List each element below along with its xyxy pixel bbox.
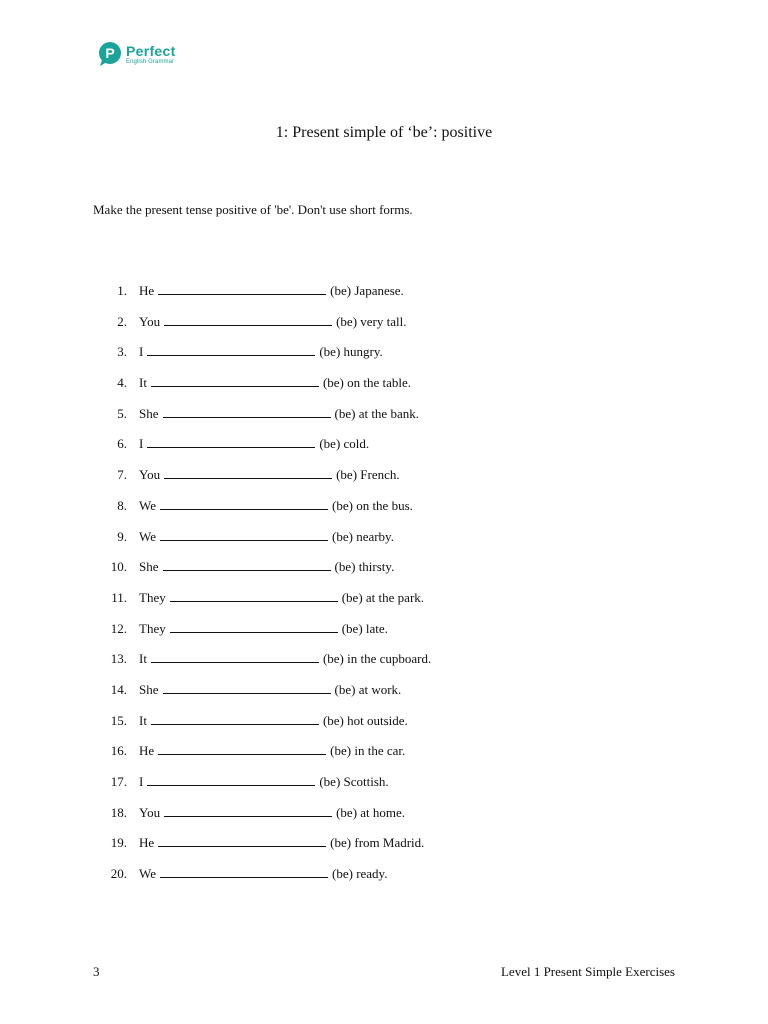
exercise-subject: He (139, 283, 155, 298)
logo (97, 40, 176, 68)
exercise-subject: He (139, 835, 155, 851)
answer-blank[interactable] (164, 466, 332, 479)
exercise-subject: She (139, 559, 159, 575)
exercise-verb-hint: (be) (322, 712, 344, 728)
exercise-rest: in the cupboard. (347, 651, 432, 667)
exercise-number: 9. (117, 528, 127, 544)
exercise-sentence (139, 620, 388, 638)
exercise-sentence (139, 497, 413, 515)
exercise-sentence (139, 374, 411, 392)
exercise-rest: at work. (358, 681, 402, 697)
exercise-subject: They (139, 589, 166, 605)
exercise-sentence (139, 313, 407, 331)
exercise-rest: nearby. (356, 528, 394, 544)
logo-word: Perfect (126, 42, 176, 59)
exercise-subject: They (139, 620, 166, 636)
exercise-verb-hint: (be) (341, 589, 363, 605)
exercise-sentence (139, 282, 404, 300)
exercise-number: 5. (117, 405, 127, 421)
exercise-subject: You (139, 313, 161, 329)
exercise-number: 15. (110, 712, 127, 728)
exercise-sentence (139, 712, 408, 730)
exercise-number: 16. (110, 743, 127, 759)
exercise-number: 8. (117, 497, 127, 513)
answer-blank[interactable] (158, 834, 326, 847)
answer-blank[interactable] (164, 804, 332, 817)
logo-letter: P (105, 45, 115, 61)
footer-page-number: 3 (93, 964, 100, 979)
exercise-subject: She (139, 405, 159, 421)
exercise-number: 7. (117, 467, 127, 483)
exercise-subject: He (139, 743, 155, 759)
exercise-verb-hint: (be) (334, 681, 356, 697)
exercise-number: 6. (117, 436, 127, 452)
exercise-subject: We (139, 528, 156, 544)
exercise-number: 1. (117, 283, 127, 298)
exercise-rest: hungry. (343, 344, 383, 360)
exercise-number: 2. (117, 313, 127, 329)
exercise-verb-hint: (be) (334, 559, 356, 575)
answer-blank[interactable] (147, 773, 315, 786)
answer-blank[interactable] (158, 282, 326, 295)
exercise-subject: We (139, 497, 156, 513)
exercise-verb-hint: (be) (336, 467, 358, 483)
exercise-verb-hint: (be) (319, 774, 341, 789)
exercise-rest: cold. (343, 436, 370, 452)
exercise-rest: from Madrid. (354, 835, 425, 851)
answer-blank[interactable] (163, 558, 331, 571)
page-title: 1: Present simple of ‘be’: positive (275, 124, 493, 141)
exercise-verb-hint: (be) (332, 497, 353, 513)
exercise-verb-hint: (be) (334, 405, 356, 421)
exercise-rest: on the bus. (356, 497, 413, 513)
footer-doc-title: Level 1 Present Simple Exercises (500, 964, 675, 979)
exercise-number: 20. (110, 866, 127, 882)
logo-text (126, 44, 176, 65)
exercise-rest: on the table. (347, 375, 412, 391)
exercise-subject: We (139, 866, 156, 882)
exercise-verb-hint: (be) (341, 620, 363, 636)
exercise-sentence (139, 681, 401, 699)
exercise-rest: Japanese. (354, 283, 404, 298)
exercise-sentence (139, 405, 419, 423)
exercise-rest: in the car. (354, 743, 406, 759)
exercise-verb-hint: (be) (322, 375, 344, 391)
exercise-sentence (139, 558, 394, 576)
exercise-sentence (139, 528, 394, 546)
exercise-verb-hint: (be) (319, 436, 341, 452)
exercise-subject: It (139, 712, 147, 728)
exercise-rest: Scottish. (343, 774, 389, 789)
answer-blank[interactable] (151, 374, 319, 387)
exercise-verb-hint: (be) (336, 804, 358, 820)
exercise-subject: It (139, 651, 147, 667)
exercise-rest: thirsty. (358, 559, 395, 575)
exercise-number: 14. (110, 681, 127, 697)
exercise-sentence (139, 650, 431, 668)
exercise-verb-hint: (be) (330, 743, 352, 759)
exercise-subject: I (139, 344, 144, 360)
answer-blank[interactable] (151, 650, 319, 663)
exercise-number: 19. (110, 835, 127, 851)
exercise-rest: French. (360, 467, 400, 483)
exercise-number: 10. (110, 559, 127, 575)
exercise-sentence (139, 865, 387, 883)
answer-blank[interactable] (163, 681, 331, 694)
exercise-rest: at the park. (365, 589, 425, 605)
answer-blank[interactable] (158, 742, 326, 755)
logo-speech-bubble-icon (97, 41, 123, 67)
answer-blank[interactable] (164, 313, 332, 326)
answer-blank[interactable] (170, 589, 338, 602)
answer-blank[interactable] (151, 712, 319, 725)
exercise-subject: I (139, 774, 144, 789)
exercise-sentence (139, 343, 383, 361)
exercise-rest: ready. (356, 866, 388, 882)
exercise-number: 3. (117, 344, 127, 360)
answer-blank[interactable] (170, 620, 338, 633)
exercise-sentence (139, 435, 369, 453)
answer-blank[interactable] (147, 435, 315, 448)
exercise-sentence (139, 834, 424, 852)
exercise-number: 17. (110, 774, 127, 789)
exercise-number: 18. (110, 804, 127, 820)
exercise-sentence (139, 589, 424, 607)
exercise-rest: late. (365, 620, 388, 636)
exercise-verb-hint: (be) (336, 313, 358, 329)
answer-blank[interactable] (147, 343, 315, 356)
exercise-verb-hint: (be) (330, 283, 352, 298)
exercise-subject: She (139, 681, 159, 697)
exercise-rest: at the bank. (358, 405, 419, 421)
exercise-rest: at home. (360, 804, 406, 820)
instructions: Make the present tense positive of 'be'. Don't use short forms. (93, 202, 413, 217)
exercise-verb-hint: (be) (332, 866, 353, 882)
exercise-verb-hint: (be) (319, 344, 341, 360)
exercise-verb-hint: (be) (330, 835, 352, 851)
exercise-number: 4. (117, 375, 127, 391)
answer-blank[interactable] (160, 865, 328, 878)
exercise-sentence (139, 742, 405, 760)
exercise-subject: It (139, 375, 147, 391)
exercise-subject: You (139, 467, 161, 483)
exercise-verb-hint: (be) (332, 528, 353, 544)
exercise-subject: You (139, 804, 161, 820)
exercise-rest: very tall. (360, 313, 407, 329)
exercise-number: 12. (110, 620, 127, 636)
exercise-number: 13. (110, 651, 127, 667)
exercise-sentence (139, 466, 400, 484)
exercise-number: 11. (111, 589, 127, 605)
logo-subtitle: English Grammar (126, 58, 175, 65)
answer-blank[interactable] (160, 528, 328, 541)
exercise-rest: hot outside. (347, 712, 408, 728)
exercise-subject: I (139, 436, 144, 452)
exercise-verb-hint: (be) (322, 651, 344, 667)
answer-blank[interactable] (160, 497, 328, 510)
exercise-sentence (139, 804, 405, 822)
answer-blank[interactable] (163, 405, 331, 418)
exercise-sentence (139, 773, 389, 791)
